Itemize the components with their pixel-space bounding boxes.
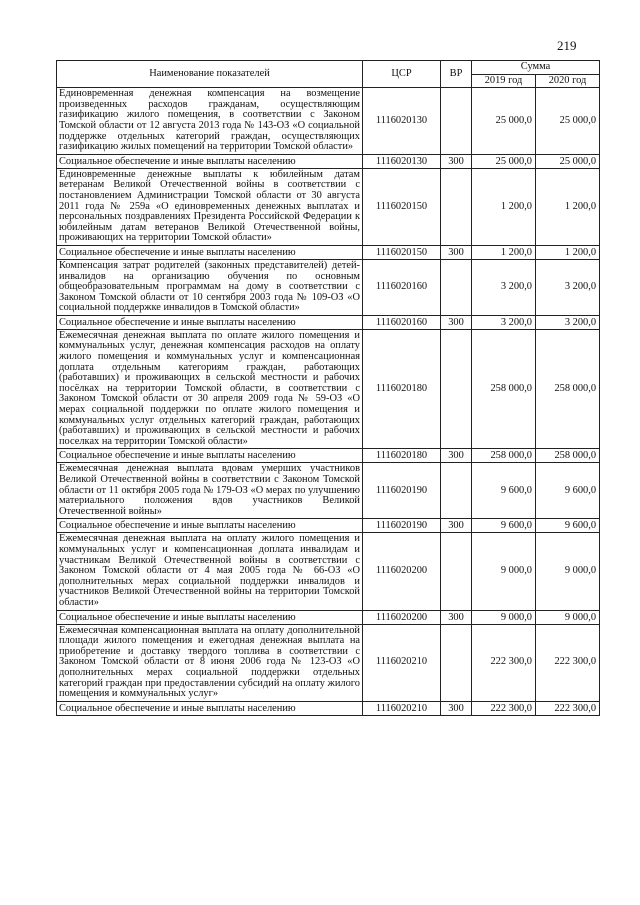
row-2019: 258 000,0 (472, 449, 536, 463)
row-vr: 300 (441, 315, 472, 329)
page-number: 219 (557, 38, 577, 53)
row-code: 1116020200 (363, 533, 441, 610)
table-row (57, 449, 600, 463)
row-vr: 300 (441, 449, 472, 463)
header-vr: ВР (441, 61, 472, 88)
row-name: Компенсация затрат родителей (законных представителей) детей-инвалидов на организацию обучения по основным общеобразовательным программам на дому в соответствии с Законом Томской области от 10 сентября 2003 года № 109-ОЗ «О социальной поддержке инвалидов в Томской области» (57, 259, 363, 315)
row-vr (441, 624, 472, 701)
row-2020: 1 200,0 (536, 245, 600, 259)
row-2020: 9 600,0 (536, 463, 600, 519)
row-vr (441, 88, 472, 155)
row-2019: 9 000,0 (472, 610, 536, 624)
row-name: Единовременная денежная компенсация на возмещение произведенных расходов гражданам, осуществляющим газификацию жилого помещения, в соответствии с Законом Томской области от 12 августа 2013 года № 143-ОЗ «О социальной поддержке отдельных категорий граждан, осуществляющих газификацию жилых помещений на территории Томской области» (57, 88, 363, 155)
row-vr: 300 (441, 701, 472, 715)
row-2019: 9 600,0 (472, 463, 536, 519)
row-2020: 222 300,0 (536, 624, 600, 701)
row-2020: 1 200,0 (536, 168, 600, 245)
row-name: Социальное обеспечение и иные выплаты населению (57, 610, 363, 624)
row-2019: 3 200,0 (472, 315, 536, 329)
row-code: 1116020200 (363, 610, 441, 624)
row-2019: 25 000,0 (472, 88, 536, 155)
row-name: Социальное обеспечение и иные выплаты населению (57, 154, 363, 168)
row-name: Социальное обеспечение и иные выплаты населению (57, 449, 363, 463)
row-2019: 9 600,0 (472, 519, 536, 533)
row-name: Ежемесячная компенсационная выплата на оплату дополнительной площади жилого помещения и ежегодная денежная выплата на приобретение и доставку твердого топлива в соответствии с Законом Томской области от 8 июня 2006 года № 123-ОЗ «О дополнительных мерах социальной поддержки отдельных категорий граждан при предоставлении субсидий на оплату жилого помещения и коммунальных услуг» (57, 624, 363, 701)
row-vr (441, 259, 472, 315)
row-code: 1116020180 (363, 449, 441, 463)
header-code: ЦСР (363, 61, 441, 88)
table-row (57, 88, 600, 155)
row-2020: 9 000,0 (536, 533, 600, 610)
row-2019: 222 300,0 (472, 701, 536, 715)
table-row (57, 259, 600, 315)
row-2020: 3 200,0 (536, 259, 600, 315)
row-vr (441, 463, 472, 519)
row-vr: 300 (441, 154, 472, 168)
row-2020: 258 000,0 (536, 449, 600, 463)
row-vr (441, 533, 472, 610)
budget-table (56, 60, 600, 716)
header-sum: Сумма (472, 61, 600, 75)
row-name: Единовременные денежные выплаты к юбилейным датам ветеранам Великой Отечественной войны в соответствии с постановлением Администрации Томской области от 30 августа 2011 года № 259а «О единовременных денежных выплатах и персональных поздравлениях Президента Российской Федерации к юбилейным датам ветеранов Великой Отечественной войны, проживающих на территории Томской области» (57, 168, 363, 245)
row-2020: 25 000,0 (536, 88, 600, 155)
header-2020: 2020 год (536, 74, 600, 88)
row-name: Ежемесячная денежная выплата по оплате жилого помещения и коммунальных услуг, денежная компенсация расходов на оплату жилого помещения и коммунальных услуг и компенсационная доплата отдельным категориям граждан, работающих (работавших) и проживающих в сельской местности и рабочих посёлках на территории Томской области, в соответствии с Законом Томской области от 30 апреля 2009 года № 59-ОЗ «О мерах социальной поддержки по оплате жилого помещения и коммунальных услуг отдельных категорий граждан, работающих (работавших) и проживающих в сельской местности и рабочих поселках на территории Томской области» (57, 329, 363, 449)
row-code: 1116020130 (363, 88, 441, 155)
table-row (57, 610, 600, 624)
row-code: 1116020150 (363, 168, 441, 245)
row-vr (441, 168, 472, 245)
row-code: 1116020210 (363, 701, 441, 715)
row-name: Социальное обеспечение и иные выплаты населению (57, 701, 363, 715)
row-vr: 300 (441, 610, 472, 624)
row-name: Социальное обеспечение и иные выплаты населению (57, 519, 363, 533)
row-name: Ежемесячная денежная выплата на оплату жилого помещения и коммунальных услуг и компенсационная доплата инвалидам и участникам Великой Отечественной войны в соответствии с Законом Томской области от 4 мая 2005 года № 66-ОЗ «О дополнительных мерах социальной поддержки инвалидов и участников Великой Отечественной войны на территории Томской области» (57, 533, 363, 610)
row-2020: 9 600,0 (536, 519, 600, 533)
table-row (57, 463, 600, 519)
table-row (57, 154, 600, 168)
table-row (57, 624, 600, 701)
table-row (57, 168, 600, 245)
row-2019: 1 200,0 (472, 168, 536, 245)
table-row (57, 315, 600, 329)
row-2020: 3 200,0 (536, 315, 600, 329)
row-name: Ежемесячная денежная выплата вдовам умерших участников Великой Отечественной войны в соответствии с Законом Томской области от 11 октября 2005 года № 179-ОЗ «О мерах по улучшению материального положения вдов участников Великой Отечественной войны» (57, 463, 363, 519)
row-2020: 9 000,0 (536, 610, 600, 624)
row-code: 1116020160 (363, 259, 441, 315)
row-2019: 9 000,0 (472, 533, 536, 610)
row-vr: 300 (441, 245, 472, 259)
row-2019: 3 200,0 (472, 259, 536, 315)
row-code: 1116020180 (363, 329, 441, 449)
row-2020: 222 300,0 (536, 701, 600, 715)
row-2019: 258 000,0 (472, 329, 536, 449)
header-2019: 2019 год (472, 74, 536, 88)
row-2019: 25 000,0 (472, 154, 536, 168)
row-code: 1116020150 (363, 245, 441, 259)
row-2020: 25 000,0 (536, 154, 600, 168)
row-2019: 1 200,0 (472, 245, 536, 259)
row-code: 1116020130 (363, 154, 441, 168)
table-row (57, 533, 600, 610)
header-name: Наименование показателей (57, 61, 363, 88)
row-code: 1116020160 (363, 315, 441, 329)
row-name: Социальное обеспечение и иные выплаты населению (57, 315, 363, 329)
row-code: 1116020190 (363, 519, 441, 533)
table-row (57, 519, 600, 533)
row-code: 1116020190 (363, 463, 441, 519)
row-name: Социальное обеспечение и иные выплаты населению (57, 245, 363, 259)
table-row (57, 329, 600, 449)
row-2019: 222 300,0 (472, 624, 536, 701)
row-vr (441, 329, 472, 449)
row-2020: 258 000,0 (536, 329, 600, 449)
table-row (57, 245, 600, 259)
row-code: 1116020210 (363, 624, 441, 701)
table-row (57, 701, 600, 715)
row-vr: 300 (441, 519, 472, 533)
